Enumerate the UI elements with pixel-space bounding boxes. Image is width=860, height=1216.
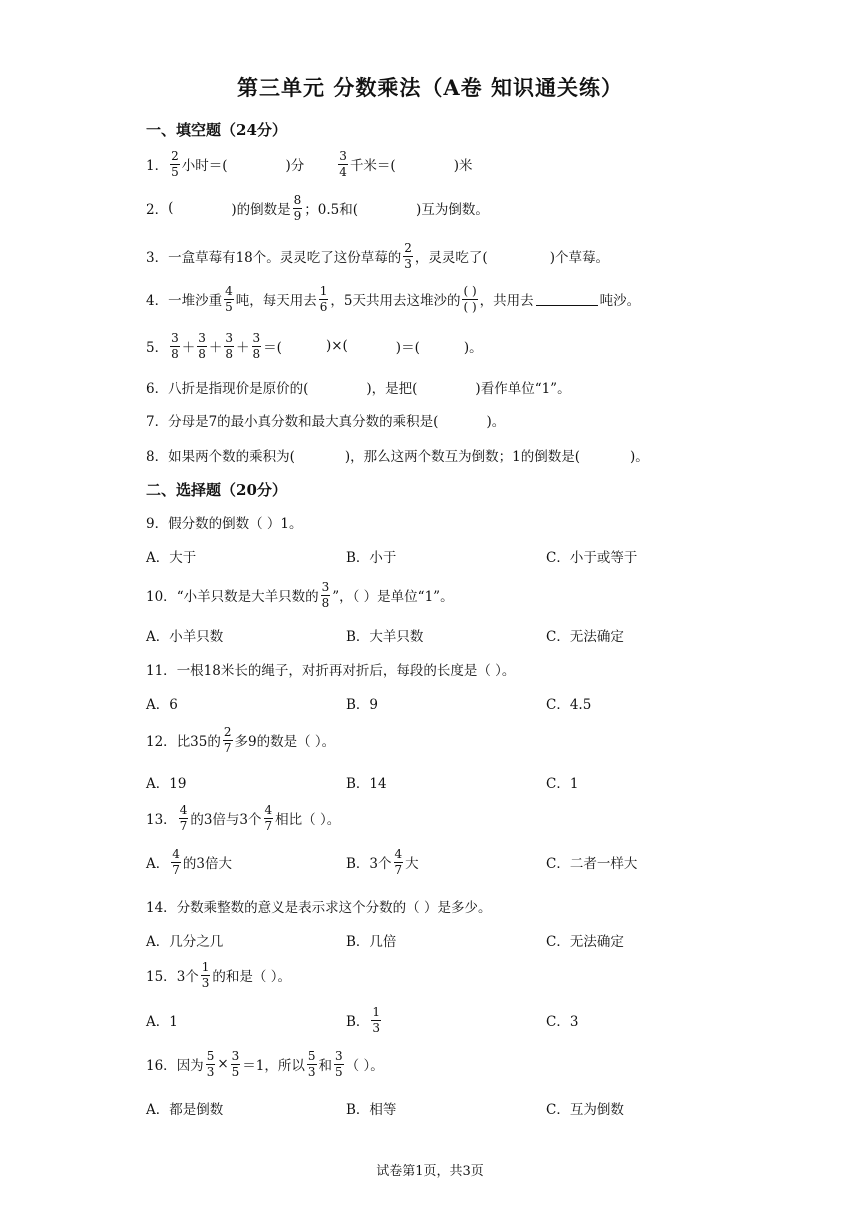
option-c[interactable]: C．4.5 — [546, 697, 592, 713]
option-b[interactable]: B．几倍 — [346, 934, 397, 950]
fraction: $\frac{3}{8}$ — [198, 331, 206, 361]
section-choice-heading: 二、选择题（20分） — [146, 481, 287, 499]
option-b[interactable]: B．9 — [346, 697, 379, 713]
question-7: 7． 分母是7的最小真分数和最大真分数的乘积是( )。 — [146, 414, 506, 430]
question-12: 12． 比35的 $\frac{2}{7}$ 多9的数是（ ）。 — [146, 725, 336, 755]
fraction: $\frac{1}{3}$ — [372, 1005, 381, 1035]
option-a[interactable]: A．都是倒数 — [146, 1102, 224, 1118]
fraction: $\frac{3}{4}$ — [339, 149, 347, 179]
question-10-options — [146, 625, 766, 645]
option-c[interactable]: C．互为倒数 — [546, 1102, 624, 1118]
fraction: $\frac{3}{5}$ — [335, 1049, 343, 1079]
option-a[interactable]: A． $\frac{4}{7}$ 的3倍大 — [146, 847, 232, 877]
fraction: $\frac{4}{7}$ — [394, 847, 403, 877]
fraction: $\frac{1}{3}$ — [201, 960, 210, 990]
option-c[interactable]: C．无法确定 — [546, 629, 624, 645]
question-5: 5． $\frac{3}{8}$ ＋ $\frac{3}{8}$ ＋ $\frac{3}{8}$ ＋ $\frac{3}{8}$ ＝( )×( )＝( )。 — [146, 331, 483, 361]
question-13: 13． $\frac{4}{7}$ 的3倍与3个 $\frac{4}{7}$ 相比（ ）。 — [146, 803, 341, 833]
option-b[interactable]: B．小于 — [346, 550, 397, 566]
question-14-options — [146, 930, 766, 950]
question-16: 16． 因为 $\frac{5}{3}$ × $\frac{3}{5}$ ＝1，所以 $\frac{5}{3}$ 和 $\frac{3}{5}$ （ ）。 — [146, 1049, 384, 1079]
fraction: $\frac{4}{7}$ — [172, 847, 180, 877]
question-12-options — [146, 772, 766, 792]
question-11: 11． 一根18米长的绳子，对折再对折后，每段的长度是（ ）。 — [146, 663, 516, 679]
option-c[interactable]: C．3 — [546, 1014, 579, 1031]
page-title: 第三单元 分数乘法（A卷 知识通关练） — [237, 75, 623, 100]
fraction: $\frac{4}{7}$ — [264, 803, 273, 833]
option-a[interactable]: A．19 — [146, 776, 187, 792]
question-14: 14． 分数乘整数的意义是表示求这个分数的（ ）是多少。 — [146, 900, 492, 916]
fraction: $\frac{5}{3}$ — [206, 1049, 215, 1079]
fraction: $\frac{2}{5}$ — [171, 149, 179, 179]
option-a[interactable]: A．6 — [146, 697, 178, 713]
option-b[interactable]: B．大羊只数 — [346, 629, 424, 645]
question-10: 10． “小羊只数是大羊只数的 $\frac{3}{8}$ ”，（ ）是单位“1”。 — [146, 580, 454, 610]
question-11-options — [146, 693, 766, 713]
fraction: $\frac{3}{8}$ — [225, 331, 234, 361]
question-8: 8． 如果两个数的乘积为( )，那么这两个数互为倒数；1的倒数是( )。 — [146, 449, 649, 465]
fraction: $\frac{2}{7}$ — [223, 725, 232, 755]
option-c[interactable]: C．小于或等于 — [546, 550, 638, 566]
question-1: 1． $\frac{2}{5}$ 小时＝( )分 $\frac{3}{4}$ 千米＝( )米 — [146, 149, 473, 179]
option-a[interactable]: A．几分之几 — [146, 934, 224, 950]
fraction: $\frac{4}{5}$ — [225, 284, 233, 314]
question-13-options — [146, 848, 766, 876]
fraction: $\frac{4}{7}$ — [179, 803, 188, 833]
fraction: $\frac{2}{3}$ — [404, 241, 412, 271]
question-16-options — [146, 1098, 766, 1118]
fraction: $\frac{3}{8}$ — [171, 331, 179, 361]
option-b[interactable]: B．相等 — [346, 1102, 397, 1118]
option-b[interactable]: B．3个 $\frac{4}{7}$ 大 — [346, 847, 419, 877]
fraction: $\frac{5}{3}$ — [307, 1049, 316, 1079]
blank-fraction: $\frac{( )}{( )}$ — [463, 284, 477, 314]
option-c[interactable]: C．二者一样大 — [546, 856, 638, 873]
option-a[interactable]: A．小羊只数 — [146, 629, 224, 645]
answer-blank — [536, 293, 598, 306]
option-a[interactable]: A．大于 — [146, 550, 197, 566]
option-c[interactable]: C．1 — [546, 776, 579, 792]
option-b[interactable]: B． $\frac{1}{3}$ — [346, 1005, 381, 1035]
option-a[interactable]: A．1 — [146, 1014, 178, 1031]
question-9: 9． 假分数的倒数（ ）1。 — [146, 516, 303, 532]
question-2: 2． ( )的倒数是 $\frac{8}{9}$ ；0.5和( )互为倒数。 — [146, 193, 489, 223]
question-4: 4． 一堆沙重 $\frac{4}{5}$ 吨，每天用去 $\frac{1}{6}$ ，5天共用去这堆沙的 $\frac{( )}{( )}$ ，共用去 吨沙。 — [146, 284, 641, 314]
question-15: 15． 3个 $\frac{1}{3}$ 的和是（ ）。 — [146, 960, 291, 990]
fraction: $\frac{3}{5}$ — [231, 1049, 240, 1079]
section-fill-in-heading: 一、填空题（24分） — [146, 121, 287, 139]
fraction: $\frac{3}{8}$ — [252, 331, 261, 361]
fraction: $\frac{3}{8}$ — [321, 580, 330, 610]
fraction: $\frac{8}{9}$ — [293, 193, 302, 223]
fraction: $\frac{1}{6}$ — [319, 284, 328, 314]
question-9-options — [146, 546, 766, 566]
question-3: 3． 一盒草莓有18个。灵灵吃了这份草莓的 $\frac{2}{3}$ ，灵灵吃了( )个草莓。 — [146, 241, 609, 271]
question-6: 6． 八折是指现价是原价的( )，是把( )看作单位“1”。 — [146, 381, 571, 397]
option-c[interactable]: C．无法确定 — [546, 934, 624, 950]
option-b[interactable]: B．14 — [346, 776, 387, 792]
question-15-options — [146, 1006, 766, 1034]
page-footer: 试卷第1页，共3页 — [376, 1164, 484, 1179]
